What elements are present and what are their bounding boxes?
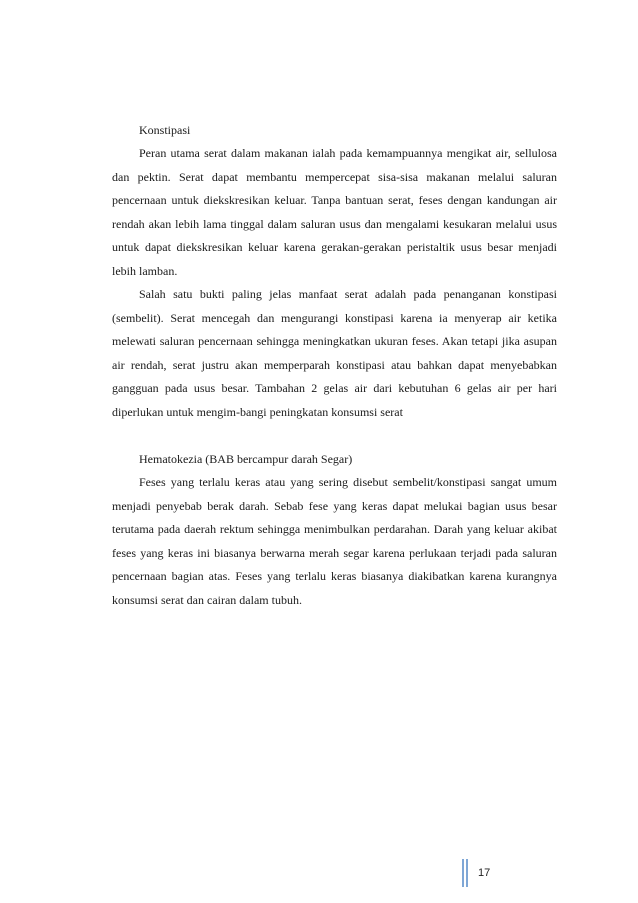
page-footer <box>462 859 490 887</box>
page-number: 17 <box>478 867 491 879</box>
footer-bar <box>466 859 468 887</box>
footer-decoration <box>462 859 470 887</box>
section-heading-hematokezia: Hematokezia (BAB bercampur darah Segar) <box>139 452 353 466</box>
paragraph-konstipasi-1: Peran utama serat dalam makanan ialah pada kemampuannya mengikat air, sellulosa dan pektin. Serat dapat membantu mempercepat sisa-sisa makanan melalui saluran pencernaan untuk diekskresikan keluar. Tanpa bantuan serat, feses dengan kandungan air rendah akan lebih lama tinggal dalam saluran usus dan mengalami kesukaran melalui usus untuk dapat diekskresikan keluar karena gerakan-gerakan peristaltik usus besar menjadi lebih lamban. <box>112 146 557 278</box>
section-spacer <box>112 424 557 448</box>
paragraph-hematokezia-1: Feses yang terlalu keras atau yang sering disebut sembelit/konstipasi sangat umum menjadi penyebab berak darah. Sebab fese yang keras dapat melukai bagian usus besar terutama pada daerah rektum sehingga menimbulkan perdarahan. Darah yang keluar akibat feses yang keras ini biasanya berwarna merah segar karena perlukaan terjadi pada saluran pencernaan bagian atas. Feses yang terlalu keras biasanya diakibatkan karena kurangnya konsumsi serat dan cairan dalam tubuh. <box>112 475 557 607</box>
page-body <box>112 119 557 612</box>
section-heading-konstipasi: Konstipasi <box>139 123 191 137</box>
paragraph-konstipasi-2: Salah satu bukti paling jelas manfaat serat adalah pada penanganan konstipasi (sembelit). Serat mencegah dan mengurangi konstipasi karena ia menyerap air ketika melewati saluran pencernaan sehingga meningkatkan ukuran feses. Akan tetapi jika asupan air rendah, serat justru akan memperparah konstipasi atau bahkan dapat menyebabkan gangguan pada usus besar. Tambahan 2 gelas air dari kebutuhan 6 gelas air per hari diperlukan untuk mengim-bangi peningkatan konsumsi serat <box>112 287 557 419</box>
footer-bar <box>462 859 464 887</box>
